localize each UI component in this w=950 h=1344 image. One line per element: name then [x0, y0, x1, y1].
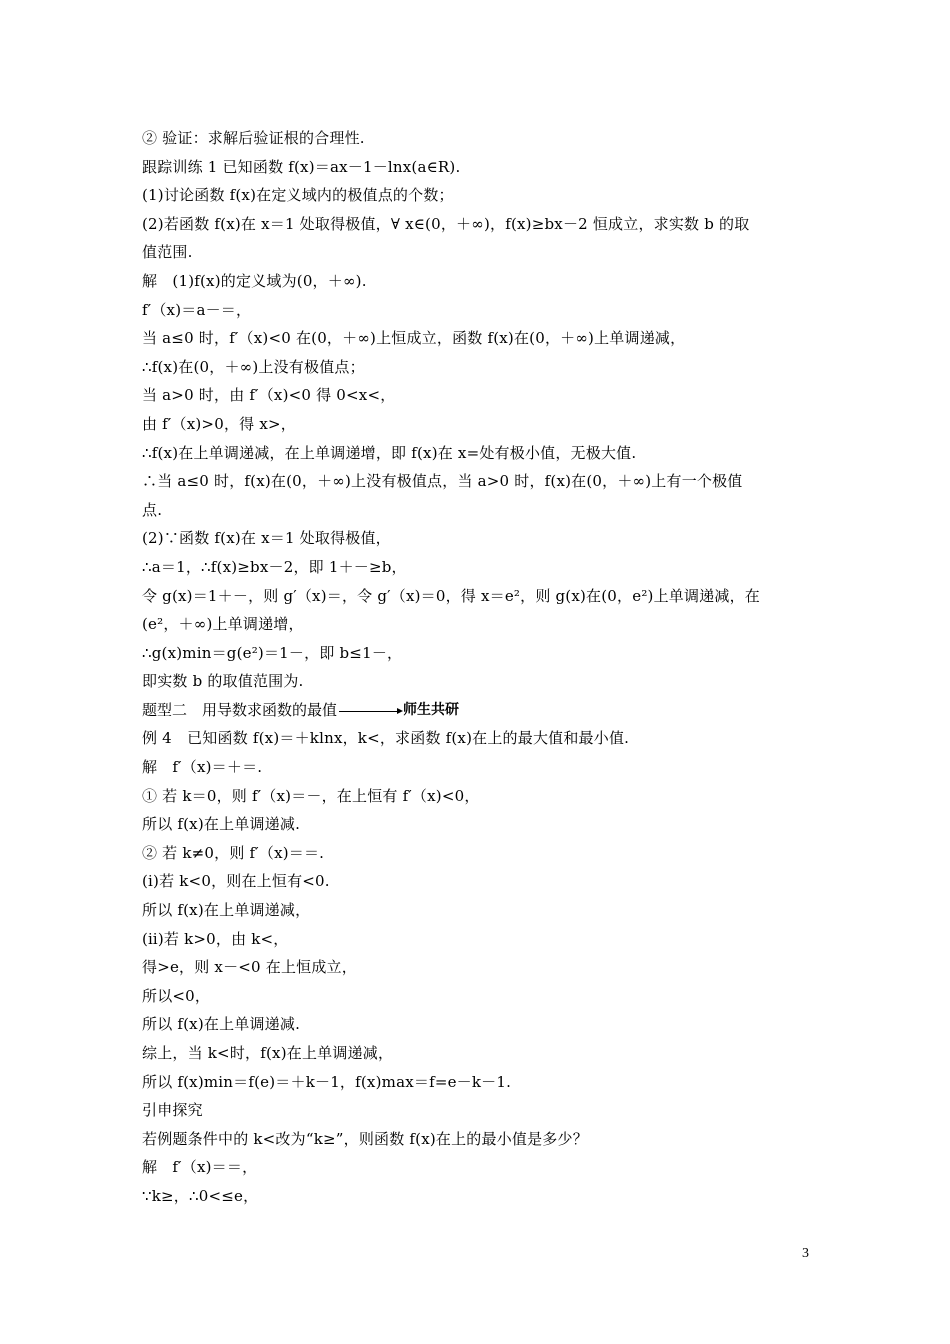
- text-line: 解 f′（x)＝＋＝.: [142, 758, 263, 777]
- text-line: 解 (1)f(x)的定义域为(0，＋∞).: [142, 271, 367, 290]
- text-line: 所以<0，: [142, 986, 211, 1005]
- text-line: 当 a≤0 时，f′（x)<0 在(0，＋∞)上恒成立，函数 f(x)在(0，＋∞)上单调递减，: [142, 329, 686, 348]
- text-line: 当 a>0 时，由 f′（x)<0 得 0<x<，: [142, 386, 396, 405]
- page-body: [142, 124, 812, 1211]
- text-line: (ⅰ)若 k<0，则在上恒有<0.: [142, 872, 330, 891]
- text-line: ② 验证：求解后验证根的合理性.: [142, 129, 365, 147]
- text-line: ∴f(x)在上单调递减，在上单调递增，即 f(x)在 x=处有极小值，无极大值.: [142, 443, 637, 462]
- text-line: 跟踪训练 1 已知函数 f(x)＝ax－1－lnx(a∈R).: [142, 157, 461, 176]
- text-line: 所以 f(x)在上单调递减.: [142, 1015, 301, 1034]
- text-line: 点.: [142, 500, 163, 519]
- text-line: ∴a＝1，∴f(x)≥bx－2，即 1＋－≥b，: [142, 557, 407, 576]
- text-line: ∴f(x)在(0，＋∞)上没有极值点；: [142, 357, 365, 376]
- text-line: 解 f′（x)＝＝，: [142, 1158, 258, 1177]
- section-heading: [142, 696, 812, 725]
- text-line: 例 4 已知函数 f(x)＝＋klnx，k<，求函数 f(x)在上的最大值和最小值.: [142, 729, 630, 748]
- text-line: (1)讨论函数 f(x)在定义域内的极值点的个数；: [142, 186, 454, 205]
- section-title: 题型二 用导数求函数的最值: [142, 700, 338, 719]
- page-number: 3: [802, 1246, 809, 1261]
- text-line: 若例题条件中的 k<改为“k≥”，则函数 f(x)在上的最小值是多少？: [142, 1129, 588, 1148]
- arrow-right-icon: [339, 711, 401, 712]
- text-line: 得>e，则 x－<0 在上恒成立，: [142, 958, 357, 977]
- text-line: 值范围.: [142, 243, 193, 262]
- text-line: 令 g(x)＝1＋－，则 g′（x)＝，令 g′（x)＝0，得 x＝e²，则 g(x)在(0，e²)上单调递减，在: [142, 586, 760, 605]
- text-line: 由 f′（x)>0，得 x>，: [142, 414, 296, 433]
- text-line: (e²，＋∞)上单调递增，: [142, 615, 304, 634]
- text-line: 引申探究: [142, 1101, 203, 1120]
- text-line: f′（x)＝a－＝，: [142, 300, 252, 319]
- text-line: ① 若 k＝0，则 f′（x)＝－，在上恒有 f′（x)<0，: [142, 786, 480, 805]
- text-line: (ⅱ)若 k>0，由 k<，: [142, 929, 289, 948]
- text-line: 即实数 b 的取值范围为.: [142, 672, 304, 691]
- text-line: ∵k≥，∴0<≤e，: [142, 1186, 259, 1205]
- text-line: ∴g(x)min＝g(e²)＝1－，即 b≤1－，: [142, 643, 403, 662]
- text-line: 所以 f(x)在上单调递减，: [142, 901, 311, 920]
- section-tag: 师生共研: [403, 701, 460, 718]
- text-line: (2)若函数 f(x)在 x＝1 处取得极值，∀ x∈(0，＋∞)，f(x)≥bx－2 恒成立，求实数 b 的取: [142, 214, 750, 233]
- text-line: 所以 f(x)min＝f(e)＝＋k－1，f(x)max＝f=e－k－1.: [142, 1072, 512, 1091]
- text-line: 综上，当 k<时，f(x)在上单调递减，: [142, 1044, 394, 1062]
- text-line: ∴当 a≤0 时，f(x)在(0，＋∞)上没有极值点，当 a>0 时，f(x)在(0，＋∞)上有一个极值: [142, 472, 743, 491]
- text-line: 所以 f(x)在上单调递减.: [142, 815, 301, 834]
- text-line: ② 若 k≠0，则 f′（x)＝＝.: [142, 843, 325, 862]
- text-line: (2)∵函数 f(x)在 x＝1 处取得极值，: [142, 529, 391, 548]
